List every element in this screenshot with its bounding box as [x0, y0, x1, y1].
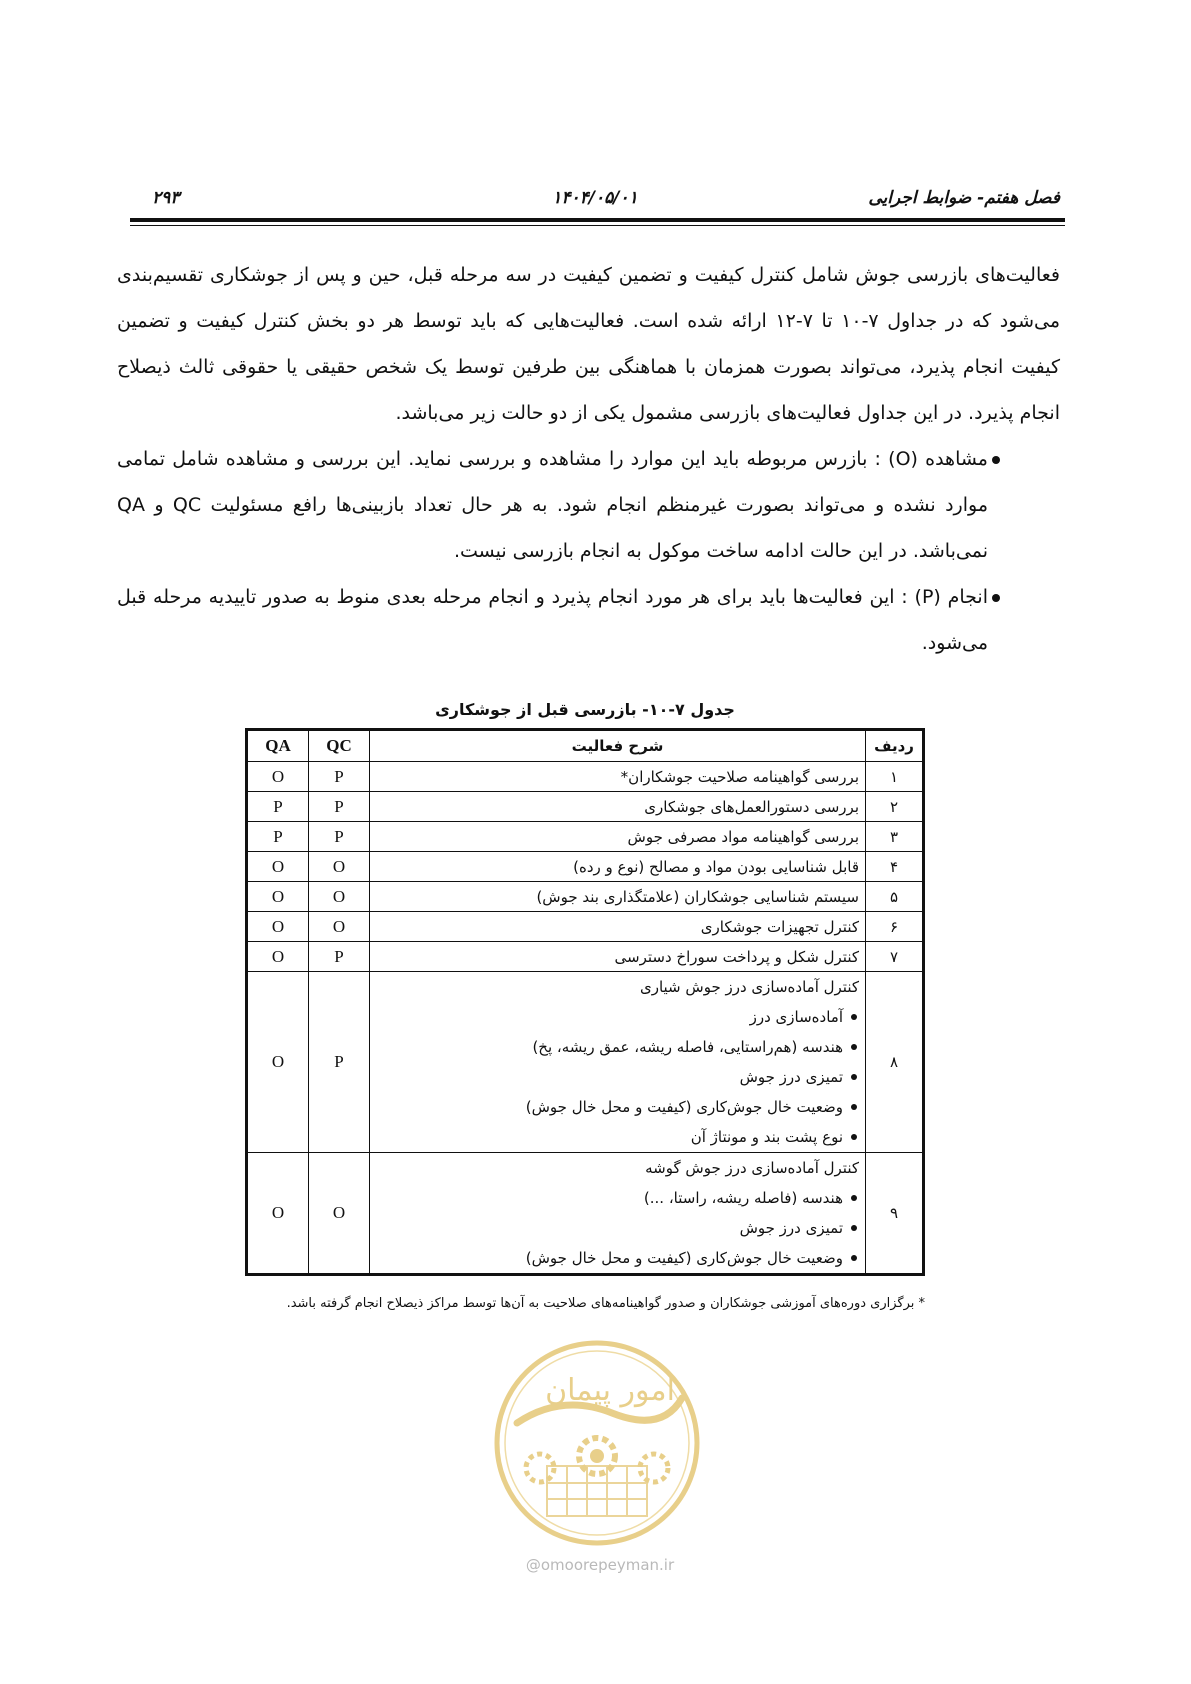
bullet-icon [851, 1014, 857, 1020]
header-row-num: ردیف [866, 730, 924, 762]
row-qc: P [309, 792, 370, 822]
list-item-text: تمیزی درز جوش [739, 1068, 843, 1086]
bullet-icon [992, 594, 1000, 602]
list-item-text: آماده‌سازی درز [749, 1008, 843, 1026]
header-desc: شرح فعالیت [370, 730, 866, 762]
row-description [370, 1153, 866, 1275]
list-item-text: تمیزی درز جوش [739, 1219, 843, 1237]
table-row [247, 972, 924, 1153]
bullet-icon [851, 1225, 857, 1231]
row-qa: O [247, 942, 309, 972]
row-description: کنترل شکل و پرداخت سوراخ دسترسی [370, 942, 866, 972]
row-description: سیستم شناسایی جوشکاران (علامتگذاری بند جوش) [370, 882, 866, 912]
row-qc: O [309, 882, 370, 912]
header-rule-thin [130, 225, 1065, 226]
list-item-text: نوع پشت بند و مونتاژ آن [690, 1128, 843, 1146]
list-item-text: وضعیت خال جوش‌کاری (کیفیت و محل خال جوش) [525, 1098, 843, 1116]
body-text [117, 252, 1060, 666]
header-qa: QA [247, 730, 309, 762]
row-qc: P [309, 822, 370, 852]
bullet-icon [851, 1044, 857, 1050]
bullet-icon [851, 1134, 857, 1140]
intro-paragraph: فعالیت‌های بازرسی جوش شامل کنترل کیفیت و تضمین کیفیت در سه مرحله قبل، حین و پس از جوشکاری تقسیم‌بندی می‌شود که در جداول ۷-۱۰ تا ۷-۱۲ ارائه شده است. فعالیت‌هایی که باید توسط هر دو بخش کنترل کیفیت و تضمین کیفیت انجام پذیرد، می‌تواند بصورت همزمان با هماهنگی بین طرفین توسط یک شخص حقیقی یا حقوقی ثالث ذیصلاح انجام پذیرد. در این جداول فعالیت‌های بازرسی مشمول یکی از دو حالت زیر می‌باشد. [117, 264, 1060, 424]
bullet-observe [117, 436, 1060, 574]
row-qa: O [247, 912, 309, 942]
row-qc: P [309, 972, 370, 1153]
row-number: ۸ [866, 972, 924, 1153]
row-description [370, 972, 866, 1153]
table-row [247, 942, 924, 972]
row-description-title: کنترل آماده‌سازی درز جوش شیاری [639, 978, 859, 996]
row-number: ۲ [866, 792, 924, 822]
list-item-text: هندسه (هم‌راستایی، فاصله ریشه، عمق ریشه، پخ) [532, 1038, 843, 1056]
row-sub-list [376, 1183, 859, 1273]
page-number: ۲۹۳ [152, 188, 180, 208]
table-row [247, 792, 924, 822]
row-qa: O [247, 762, 309, 792]
row-qc: P [309, 762, 370, 792]
table-row [247, 912, 924, 942]
row-number: ۷ [866, 942, 924, 972]
chapter-title: فصل هفتم- ضوابط اجرایی [868, 188, 1060, 208]
row-sub-list [376, 1002, 859, 1152]
bullet-icon [851, 1195, 857, 1201]
row-qa: O [247, 882, 309, 912]
row-qa: P [247, 822, 309, 852]
row-qa: O [247, 972, 309, 1153]
row-qc: O [309, 852, 370, 882]
row-qa: O [247, 1153, 309, 1275]
row-number: ۴ [866, 852, 924, 882]
row-description-title: کنترل آماده‌سازی درز جوش گوشه [645, 1159, 859, 1177]
list-item [376, 1002, 859, 1032]
row-number: ۱ [866, 762, 924, 792]
mode-bullets [117, 436, 1060, 666]
list-item [376, 1183, 859, 1213]
header-qc: QC [309, 730, 370, 762]
inspection-table [245, 728, 925, 1276]
row-qc: P [309, 942, 370, 972]
list-item [376, 1243, 859, 1273]
list-item-text: وضعیت خال جوش‌کاری (کیفیت و محل خال جوش) [525, 1249, 843, 1267]
table-row [247, 882, 924, 912]
row-description: بررسی گواهینامه صلاحیت جوشکاران* [370, 762, 866, 792]
list-item [376, 1213, 859, 1243]
row-number: ۳ [866, 822, 924, 852]
row-description: کنترل تجهیزات جوشکاری [370, 912, 866, 942]
watermark-url: @omoorepeyman.ir [525, 1556, 675, 1574]
header-date: ۱۴۰۴/۰۵/۰۱ [552, 188, 638, 208]
bullet-perform [117, 574, 1060, 666]
row-qa: O [247, 852, 309, 882]
row-number: ۹ [866, 1153, 924, 1275]
table-caption: جدول ۷-۱۰- بازرسی قبل از جوشکاری [435, 700, 735, 719]
table-header-row [247, 730, 924, 762]
row-description: بررسی گواهینامه مواد مصرفی جوش [370, 822, 866, 852]
list-item [376, 1092, 859, 1122]
bullet-observe-text: مشاهده (O) : بازرس مربوطه باید این موارد را مشاهده و بررسی نماید. این بررسی و مشاهده شامل تمامی موارد نشده و می‌تواند بصورت غیرمنظم انجام شود. به هر حال تعداد بازبینی‌ها رافع مسئولیت QC و QA نمی‌باشد. در این حالت ادامه ساخت موکول به انجام بازرسی نیست. [117, 448, 988, 562]
table-footnote: * برگزاری دوره‌های آموزشی جوشکاران و صدور گواهینامه‌های صلاحیت به آن‌ها توسط مراکز ذیصلاح انجام گرفته باشد. [286, 1296, 925, 1311]
table-row [247, 852, 924, 882]
row-number: ۶ [866, 912, 924, 942]
list-item [376, 1062, 859, 1092]
bullet-perform-text: انجام (P) : این فعالیت‌ها باید برای هر مورد انجام پذیرد و انجام مرحله بعدی منوط به صدور تاییدیه مرحله قبل می‌شود. [117, 586, 989, 654]
row-number: ۵ [866, 882, 924, 912]
list-item [376, 1032, 859, 1062]
bullet-icon [851, 1074, 857, 1080]
row-description: بررسی دستورالعمل‌های جوشکاری [370, 792, 866, 822]
bullet-icon [851, 1104, 857, 1110]
svg-text:امور پیمان: امور پیمان [545, 1373, 675, 1408]
stamp-logo-icon [492, 1338, 702, 1548]
list-item [376, 1122, 859, 1152]
row-description: قابل شناسایی بودن مواد و مصالح (نوع و رده) [370, 852, 866, 882]
row-qa: P [247, 792, 309, 822]
table-row [247, 762, 924, 792]
table-row [247, 1153, 924, 1275]
list-item-text: هندسه (فاصله ریشه، راستا، ...) [643, 1189, 843, 1207]
header-rule-thick [130, 218, 1065, 222]
watermark-stamp [492, 1338, 702, 1548]
bullet-icon [851, 1255, 857, 1261]
row-qc: O [309, 1153, 370, 1275]
table-row [247, 822, 924, 852]
row-qc: O [309, 912, 370, 942]
bullet-icon [992, 456, 1000, 464]
page-header [130, 188, 1060, 212]
